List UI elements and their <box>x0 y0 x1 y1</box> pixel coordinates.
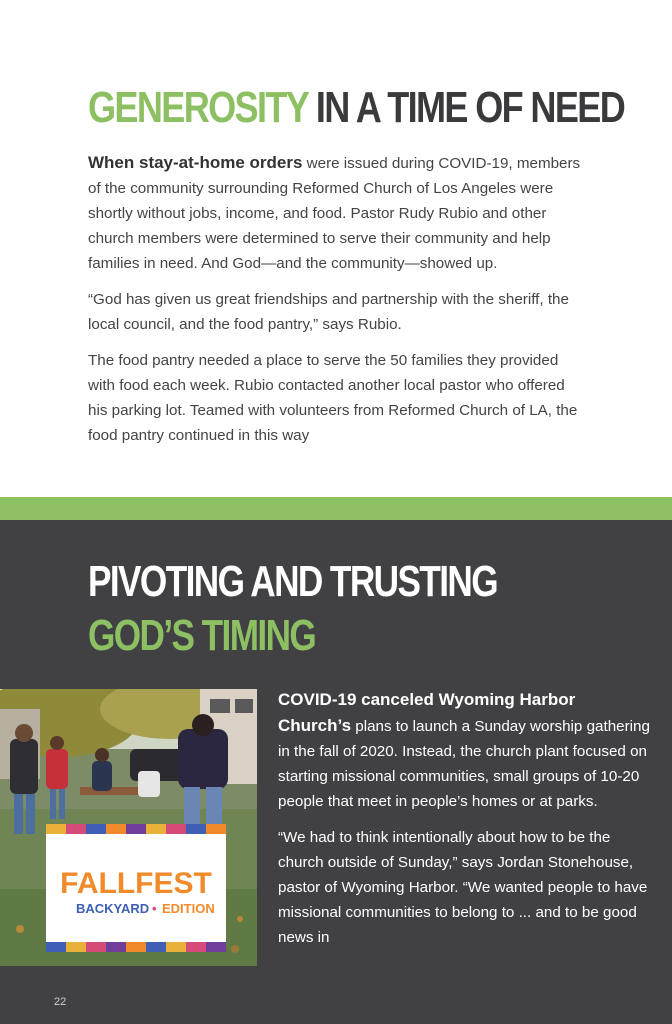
sign-line2-a: BACKYARD <box>76 901 150 916</box>
section2-heading <box>88 555 497 663</box>
heading-line2: GOD’S TIMING <box>88 611 316 660</box>
sign-border-bottom <box>46 942 226 952</box>
paragraph <box>278 687 650 814</box>
paragraph-text: plans to launch a Sunday worship gathering in the fall of 2020. Instead, the church plant focused on starting missional communities, small groups of 10-20 people that meet in people’s homes or at parks. <box>278 718 650 810</box>
paragraph: “We had to think intentionally about how to be the church outside of Sunday,” says Jordan Stonehouse, pastor of Wyoming Harbor. “We wanted people to have missional communities to belong to ... and to be good news in <box>278 829 648 946</box>
section1-body <box>88 150 588 459</box>
sign-line1: FALLFEST <box>60 867 212 900</box>
sign-line2-sep: • <box>152 901 157 916</box>
lead-in: COVID-19 canceled Wyoming Harbor Church’s <box>278 690 576 735</box>
lead-in: When stay-at-home orders <box>88 153 303 172</box>
paragraph-text: were issued during COVID-19, members of the community surrounding Reformed Church of Los Angeles were shortly without jobs, income, and food. Pastor Rudy Rubio and other church members were determined to serve their community and help families in need. And God—and the community—showed up. <box>88 155 581 272</box>
sign-line2-b: EDITION <box>162 901 215 916</box>
sign-border-top <box>46 824 226 834</box>
green-divider <box>0 497 672 520</box>
section1-heading <box>88 82 624 134</box>
heading-accent: GENEROSITY <box>88 83 308 132</box>
paragraph <box>88 150 588 276</box>
fallfest-photo <box>0 689 257 966</box>
top-section <box>0 0 672 497</box>
heading-rest: IN A TIME OF NEED <box>307 83 625 132</box>
paragraph: The food pantry needed a place to serve the 50 families they provided with food each week. Rubio contacted another local pastor who offered his parking lot. Teamed with volunteers from Reformed Church of LA, the food pantry continued in this way <box>88 352 578 444</box>
page-number: 22 <box>54 996 67 1008</box>
section2-body <box>278 687 650 961</box>
heading-line1: PIVOTING AND TRUSTING <box>88 557 498 606</box>
paragraph: “God has given us great friendships and partnership with the sheriff, the local council, and the food pantry,” says Rubio. <box>88 291 569 333</box>
